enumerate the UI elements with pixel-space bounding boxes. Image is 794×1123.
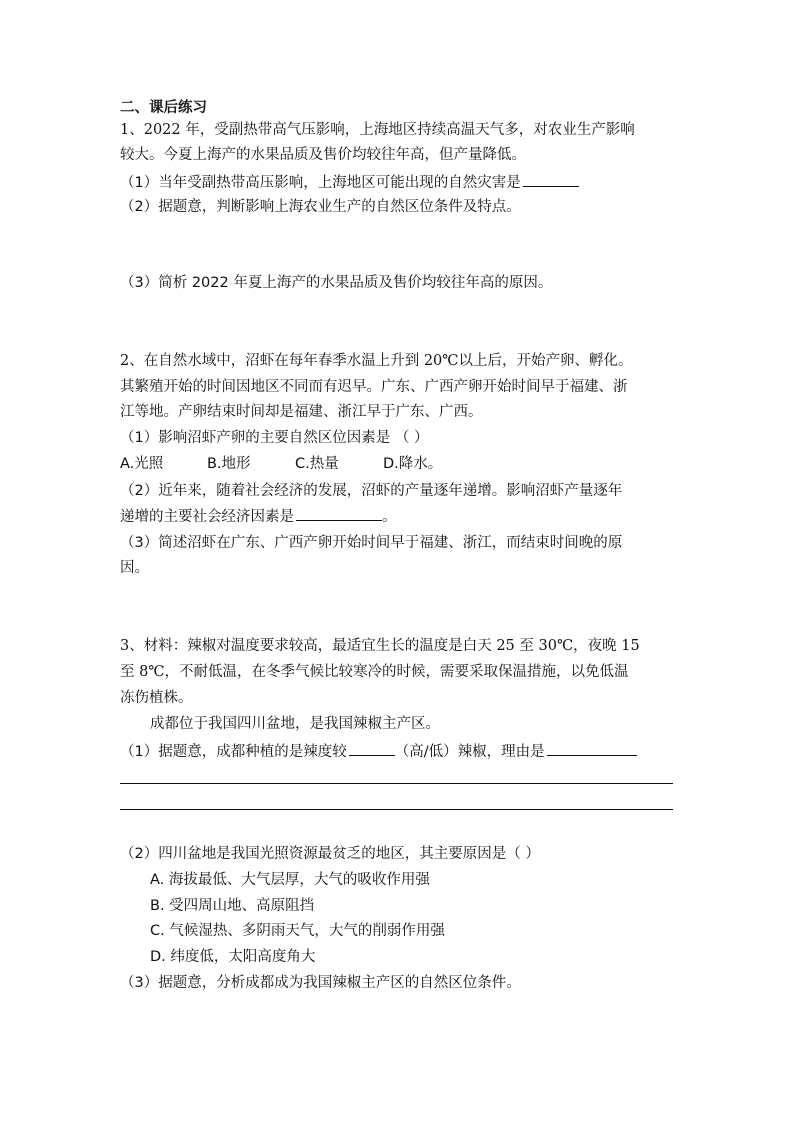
- q3-option-b[interactable]: B. 受四周山地、高原阻挡: [150, 898, 315, 914]
- q3-sub2: （2）四川盆地是我国光照资源最贫乏的地区，其主要原因是（ ）: [120, 846, 540, 862]
- q3-material-line-3: 冻伤植株。: [120, 690, 193, 706]
- q2-option-b[interactable]: B.地形: [207, 456, 251, 472]
- q2-stem-line-2: 其繁殖开始的时间因地区不同而有迟早。广东、广西产卵开始时间早于福建、浙: [120, 379, 628, 395]
- q2-sub2-line-1: （2）近年来，随着社会经济的发展，沼虾的产量逐年递增。影响沼虾产量逐年: [120, 483, 623, 499]
- q3-sub1-text-a: （1）据题意，成都种植的是辣度较: [120, 744, 347, 760]
- q3-sub1-level-blank[interactable]: [349, 741, 395, 756]
- q3-sub1-reason-blank[interactable]: [547, 741, 637, 756]
- q3-answer-line-1[interactable]: [120, 783, 673, 784]
- q3-answer-line-2[interactable]: [120, 809, 673, 810]
- q3-option-d[interactable]: D. 纬度低，太阳高度角大: [150, 949, 316, 965]
- q1-sub1-text: （1）当年受副热带高压影响，上海地区可能出现的自然灾害是: [120, 175, 521, 191]
- q3-material-line-2: 至 8℃，不耐低温，在冬季气候比较寒冷的时候，需要采取保温措施，以免低温: [120, 664, 629, 680]
- q2-stem-line-1: 2、在自然水域中，沼虾在每年春季水温上升到 20℃以上后，开始产卵、孵化。: [120, 353, 633, 369]
- section-title: 二、课后练习: [120, 100, 207, 116]
- q2-sub3-line-1: （3）简述沼虾在广东、广西产卵开始时间早于福建、浙江，而结束时间晚的原: [120, 535, 623, 551]
- q1-sub2: （2）据题意，判断影响上海农业生产的自然区位条件及特点。: [120, 199, 521, 215]
- q3-option-a[interactable]: A. 海拔最低、大气层厚，大气的吸收作用强: [150, 872, 430, 888]
- q2-option-a[interactable]: A.光照: [120, 456, 164, 472]
- q3-option-c[interactable]: C. 气候湿热、多阴雨天气，大气的削弱作用强: [150, 923, 445, 939]
- q1-sub1-answer-blank[interactable]: [523, 172, 579, 187]
- q2-sub2-line-2: [120, 506, 397, 527]
- q2-option-c[interactable]: C.热量: [295, 456, 339, 472]
- q2-options: [120, 454, 442, 474]
- q1-sub1: [120, 172, 579, 193]
- q1-stem-line-1: 1、2022 年，受副热带高气压影响，上海地区持续高温天气多，对农业生产影响: [120, 122, 635, 138]
- q3-material-line-1: 3、材料：辣椒对温度要求较高，最适宜生长的温度是白天 25 至 30℃，夜晚 15: [120, 638, 640, 654]
- q3-sub1: [120, 741, 637, 762]
- q2-sub2-answer-blank[interactable]: [296, 506, 382, 521]
- q1-sub3: （3）简析 2022 年夏上海产的水果品质及售价均较往年高的原因。: [120, 275, 553, 291]
- q2-sub3-line-2: 因。: [120, 560, 149, 576]
- q2-sub1: （1）影响沼虾产卵的主要自然区位因素是 （ ）: [120, 430, 429, 446]
- q3-sub1-text-b: （高/低）辣椒，理由是: [394, 744, 545, 760]
- q1-stem-line-2: 较大。今夏上海产的水果品质及售价均较往年高，但产量降低。: [120, 147, 526, 163]
- q2-sub2-end: 。: [382, 509, 397, 525]
- q3-sub3: （3）据题意，分析成都成为我国辣椒主产区的自然区位条件。: [120, 975, 521, 991]
- q2-stem-line-3: 江等地。产卵结束时间却是福建、浙江早于广东、广西。: [120, 404, 483, 420]
- q2-option-d[interactable]: D.降水。: [383, 456, 443, 472]
- q3-material-line-4: 成都位于我国四川盆地，是我国辣椒主产区。: [150, 716, 440, 732]
- q2-sub2-text: 递增的主要社会经济因素是: [120, 509, 294, 525]
